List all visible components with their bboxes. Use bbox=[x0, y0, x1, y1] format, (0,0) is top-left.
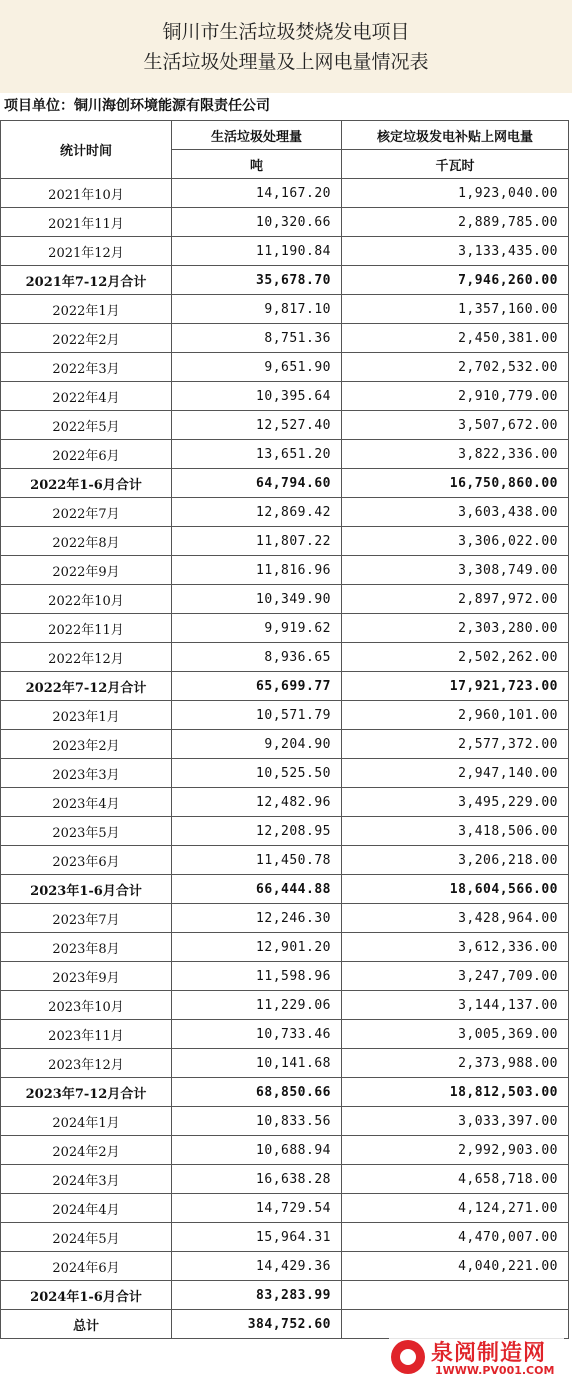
waste-cell: 11,807.22 bbox=[172, 527, 342, 556]
table-row bbox=[1, 759, 569, 788]
waste-cell: 64,794.60 bbox=[172, 469, 342, 498]
period-cell: 2023年4月 bbox=[1, 788, 172, 817]
period-cell: 2022年8月 bbox=[1, 527, 172, 556]
period-cell: 2022年1月 bbox=[1, 295, 172, 324]
waste-cell: 8,936.65 bbox=[172, 643, 342, 672]
period-cell: 2024年3月 bbox=[1, 1165, 172, 1194]
period-cell: 2021年7-12月合计 bbox=[1, 266, 172, 295]
waste-cell: 8,751.36 bbox=[172, 324, 342, 353]
power-cell: 3,033,397.00 bbox=[342, 1107, 569, 1136]
waste-cell: 10,320.66 bbox=[172, 208, 342, 237]
watermark-url: 1WWW.PV001.COM bbox=[435, 1364, 555, 1377]
subtotal-row bbox=[1, 1310, 569, 1339]
power-cell: 3,144,137.00 bbox=[342, 991, 569, 1020]
power-cell: 3,603,438.00 bbox=[342, 498, 569, 527]
period-cell: 2021年12月 bbox=[1, 237, 172, 266]
waste-cell: 35,678.70 bbox=[172, 266, 342, 295]
subtotal-row bbox=[1, 1078, 569, 1107]
table-row bbox=[1, 527, 569, 556]
waste-cell: 10,525.50 bbox=[172, 759, 342, 788]
subtotal-row bbox=[1, 266, 569, 295]
waste-cell: 10,833.56 bbox=[172, 1107, 342, 1136]
table-row bbox=[1, 411, 569, 440]
waste-cell: 9,919.62 bbox=[172, 614, 342, 643]
period-cell: 2023年10月 bbox=[1, 991, 172, 1020]
table-row bbox=[1, 904, 569, 933]
waste-cell: 15,964.31 bbox=[172, 1223, 342, 1252]
power-cell bbox=[342, 1310, 569, 1339]
subtotal-row bbox=[1, 1281, 569, 1310]
period-cell: 2022年4月 bbox=[1, 382, 172, 411]
table-row bbox=[1, 1194, 569, 1223]
power-cell: 2,889,785.00 bbox=[342, 208, 569, 237]
waste-cell: 12,246.30 bbox=[172, 904, 342, 933]
period-cell: 2022年12月 bbox=[1, 643, 172, 672]
unit-label: 项目单位：铜川海创环境能源有限责任公司 bbox=[4, 98, 270, 114]
power-cell: 3,495,229.00 bbox=[342, 788, 569, 817]
power-cell: 4,658,718.00 bbox=[342, 1165, 569, 1194]
power-cell: 3,308,749.00 bbox=[342, 556, 569, 585]
power-cell: 2,502,262.00 bbox=[342, 643, 569, 672]
power-cell: 4,470,007.00 bbox=[342, 1223, 569, 1252]
waste-cell: 12,901.20 bbox=[172, 933, 342, 962]
power-cell: 3,418,506.00 bbox=[342, 817, 569, 846]
waste-cell: 11,598.96 bbox=[172, 962, 342, 991]
period-cell: 2022年3月 bbox=[1, 353, 172, 382]
period-cell: 2023年2月 bbox=[1, 730, 172, 759]
waste-cell: 12,208.95 bbox=[172, 817, 342, 846]
period-cell: 2024年1-6月合计 bbox=[1, 1281, 172, 1310]
power-cell: 18,812,503.00 bbox=[342, 1078, 569, 1107]
power-cell: 16,750,860.00 bbox=[342, 469, 569, 498]
waste-cell: 9,651.90 bbox=[172, 353, 342, 382]
period-cell: 2021年10月 bbox=[1, 179, 172, 208]
period-cell: 2023年7-12月合计 bbox=[1, 1078, 172, 1107]
title-line-2: 生活垃圾处理量及上网电量情况表 bbox=[143, 50, 429, 73]
table-row bbox=[1, 498, 569, 527]
power-cell: 2,450,381.00 bbox=[342, 324, 569, 353]
table-row bbox=[1, 440, 569, 469]
table-row bbox=[1, 933, 569, 962]
period-cell: 2024年1月 bbox=[1, 1107, 172, 1136]
table-row bbox=[1, 353, 569, 382]
waste-cell: 10,349.90 bbox=[172, 585, 342, 614]
table-row bbox=[1, 962, 569, 991]
period-cell: 2023年9月 bbox=[1, 962, 172, 991]
table-row bbox=[1, 643, 569, 672]
period-cell: 2022年5月 bbox=[1, 411, 172, 440]
table-row bbox=[1, 324, 569, 353]
power-cell: 3,428,964.00 bbox=[342, 904, 569, 933]
period-cell: 2022年9月 bbox=[1, 556, 172, 585]
waste-cell: 13,651.20 bbox=[172, 440, 342, 469]
waste-cell: 11,229.06 bbox=[172, 991, 342, 1020]
table-row bbox=[1, 1165, 569, 1194]
power-cell: 2,702,532.00 bbox=[342, 353, 569, 382]
table-row bbox=[1, 1049, 569, 1078]
table-row bbox=[1, 585, 569, 614]
power-cell: 3,133,435.00 bbox=[342, 237, 569, 266]
power-cell: 4,124,271.00 bbox=[342, 1194, 569, 1223]
subtotal-row bbox=[1, 875, 569, 904]
title-block bbox=[0, 0, 572, 93]
waste-cell: 9,817.10 bbox=[172, 295, 342, 324]
power-cell: 2,577,372.00 bbox=[342, 730, 569, 759]
period-cell: 2024年4月 bbox=[1, 1194, 172, 1223]
waste-cell: 66,444.88 bbox=[172, 875, 342, 904]
period-cell: 2022年6月 bbox=[1, 440, 172, 469]
waste-cell: 10,733.46 bbox=[172, 1020, 342, 1049]
table-row bbox=[1, 208, 569, 237]
table-row bbox=[1, 1107, 569, 1136]
period-cell: 2023年6月 bbox=[1, 846, 172, 875]
header-waste: 生活垃圾处理量 bbox=[172, 121, 342, 150]
period-cell: 2024年2月 bbox=[1, 1136, 172, 1165]
table-row bbox=[1, 1136, 569, 1165]
period-cell: 2021年11月 bbox=[1, 208, 172, 237]
power-cell: 2,947,140.00 bbox=[342, 759, 569, 788]
subtotal-row bbox=[1, 469, 569, 498]
title-line-1: 铜川市生活垃圾焚烧发电项目 bbox=[162, 20, 410, 43]
table-row bbox=[1, 179, 569, 208]
waste-cell: 14,167.20 bbox=[172, 179, 342, 208]
watermark-logo-icon bbox=[391, 1340, 425, 1374]
table-row bbox=[1, 295, 569, 324]
waste-cell: 16,638.28 bbox=[172, 1165, 342, 1194]
waste-cell: 14,429.36 bbox=[172, 1252, 342, 1281]
waste-cell: 12,869.42 bbox=[172, 498, 342, 527]
power-cell: 3,822,336.00 bbox=[342, 440, 569, 469]
table-row bbox=[1, 614, 569, 643]
power-cell: 4,040,221.00 bbox=[342, 1252, 569, 1281]
waste-cell: 384,752.60 bbox=[172, 1310, 342, 1339]
power-cell bbox=[342, 1281, 569, 1310]
waste-cell: 11,816.96 bbox=[172, 556, 342, 585]
period-cell: 2023年8月 bbox=[1, 933, 172, 962]
period-cell: 2023年1月 bbox=[1, 701, 172, 730]
period-cell: 2023年3月 bbox=[1, 759, 172, 788]
period-cell: 2023年1-6月合计 bbox=[1, 875, 172, 904]
period-cell: 2022年10月 bbox=[1, 585, 172, 614]
power-cell: 3,005,369.00 bbox=[342, 1020, 569, 1049]
period-cell: 2023年7月 bbox=[1, 904, 172, 933]
period-cell: 2022年7-12月合计 bbox=[1, 672, 172, 701]
period-cell: 2023年11月 bbox=[1, 1020, 172, 1049]
table-row bbox=[1, 788, 569, 817]
header-power-unit: 千瓦时 bbox=[342, 150, 569, 179]
waste-cell: 10,141.68 bbox=[172, 1049, 342, 1078]
power-cell: 3,247,709.00 bbox=[342, 962, 569, 991]
waste-cell: 12,527.40 bbox=[172, 411, 342, 440]
power-cell: 1,357,160.00 bbox=[342, 295, 569, 324]
period-cell: 2022年2月 bbox=[1, 324, 172, 353]
table-row bbox=[1, 1223, 569, 1252]
power-cell: 3,206,218.00 bbox=[342, 846, 569, 875]
table-row bbox=[1, 237, 569, 266]
header-waste-unit: 吨 bbox=[172, 150, 342, 179]
power-cell: 7,946,260.00 bbox=[342, 266, 569, 295]
waste-cell: 11,450.78 bbox=[172, 846, 342, 875]
power-cell: 3,507,672.00 bbox=[342, 411, 569, 440]
power-cell: 2,897,972.00 bbox=[342, 585, 569, 614]
table-row bbox=[1, 701, 569, 730]
data-table bbox=[0, 120, 569, 1339]
header-power: 核定垃圾发电补贴上网电量 bbox=[342, 121, 569, 150]
waste-cell: 65,699.77 bbox=[172, 672, 342, 701]
period-cell: 2023年12月 bbox=[1, 1049, 172, 1078]
power-cell: 2,992,903.00 bbox=[342, 1136, 569, 1165]
waste-cell: 10,395.64 bbox=[172, 382, 342, 411]
power-cell: 2,910,779.00 bbox=[342, 382, 569, 411]
table-row bbox=[1, 846, 569, 875]
watermark bbox=[389, 1336, 564, 1380]
power-cell: 17,921,723.00 bbox=[342, 672, 569, 701]
table-row bbox=[1, 730, 569, 759]
period-cell: 2024年5月 bbox=[1, 1223, 172, 1252]
table-row bbox=[1, 1020, 569, 1049]
period-cell: 2023年5月 bbox=[1, 817, 172, 846]
power-cell: 3,306,022.00 bbox=[342, 527, 569, 556]
waste-cell: 11,190.84 bbox=[172, 237, 342, 266]
subtotal-row bbox=[1, 672, 569, 701]
table-row bbox=[1, 991, 569, 1020]
period-cell: 总计 bbox=[1, 1310, 172, 1339]
power-cell: 3,612,336.00 bbox=[342, 933, 569, 962]
period-cell: 2022年11月 bbox=[1, 614, 172, 643]
header-period: 统计时间 bbox=[1, 121, 172, 179]
table-row bbox=[1, 382, 569, 411]
waste-cell: 68,850.66 bbox=[172, 1078, 342, 1107]
period-cell: 2024年6月 bbox=[1, 1252, 172, 1281]
power-cell: 1,923,040.00 bbox=[342, 179, 569, 208]
power-cell: 2,960,101.00 bbox=[342, 701, 569, 730]
waste-cell: 14,729.54 bbox=[172, 1194, 342, 1223]
table-row bbox=[1, 817, 569, 846]
period-cell: 2022年1-6月合计 bbox=[1, 469, 172, 498]
waste-cell: 9,204.90 bbox=[172, 730, 342, 759]
power-cell: 18,604,566.00 bbox=[342, 875, 569, 904]
waste-cell: 83,283.99 bbox=[172, 1281, 342, 1310]
period-cell: 2022年7月 bbox=[1, 498, 172, 527]
power-cell: 2,373,988.00 bbox=[342, 1049, 569, 1078]
power-cell: 2,303,280.00 bbox=[342, 614, 569, 643]
waste-cell: 12,482.96 bbox=[172, 788, 342, 817]
waste-cell: 10,571.79 bbox=[172, 701, 342, 730]
waste-cell: 10,688.94 bbox=[172, 1136, 342, 1165]
table-row bbox=[1, 1252, 569, 1281]
table-row bbox=[1, 556, 569, 585]
watermark-name: 泉阅制造网 bbox=[431, 1341, 547, 1366]
